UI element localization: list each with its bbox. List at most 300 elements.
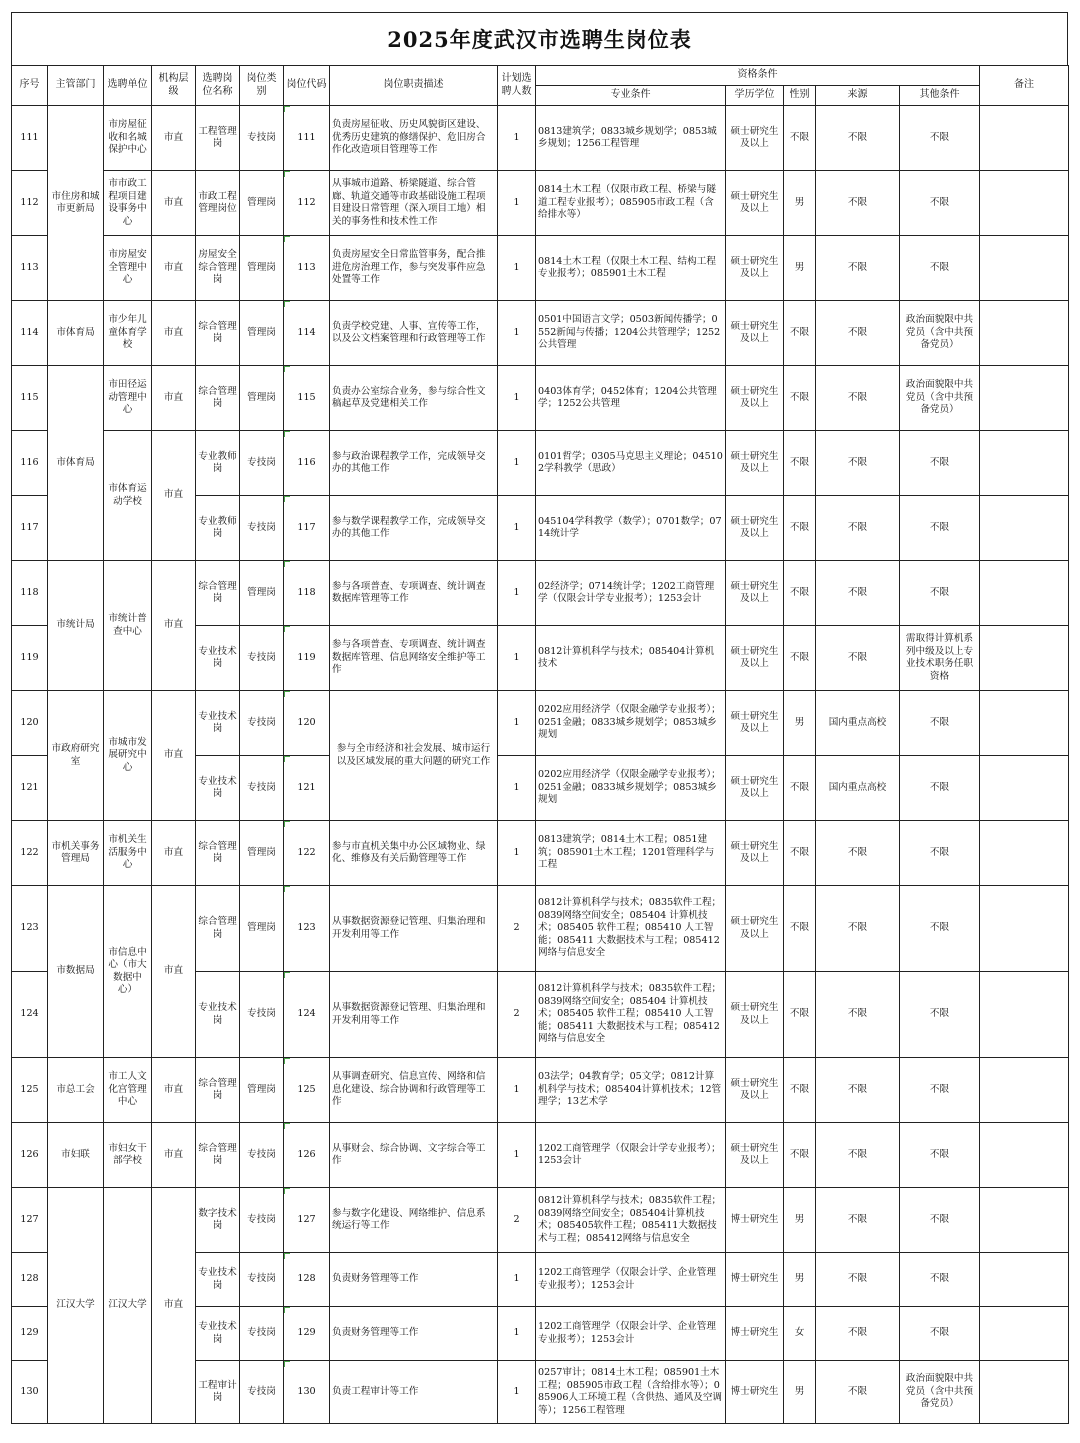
post-type-cell: 专技岗 bbox=[240, 756, 284, 821]
post-code-text: 123 bbox=[297, 922, 316, 934]
desc-cell: 从事城市道路、桥梁隧道、综合管廊、轨道交通等市政基础设施工程项目建设日常管理（深入项目工地）相关的事务性和技术性工作 bbox=[330, 171, 498, 236]
degree-cell: 硕士研究生及以上 bbox=[726, 756, 784, 821]
cell-marker bbox=[284, 106, 290, 112]
table-body bbox=[12, 106, 1069, 1424]
post-code-cell bbox=[284, 886, 330, 972]
seq-cell: 118 bbox=[12, 561, 48, 626]
level-cell: 市直 bbox=[152, 691, 196, 821]
count-cell: 2 bbox=[498, 1188, 536, 1253]
header-post-type: 岗位类别 bbox=[240, 66, 284, 106]
header-remark: 备注 bbox=[980, 66, 1069, 106]
count-cell: 1 bbox=[498, 1361, 536, 1424]
post-type-cell: 管理岗 bbox=[240, 236, 284, 301]
post-name-cell: 工程审计岗 bbox=[196, 1361, 240, 1424]
post-name-cell: 综合管理岗 bbox=[196, 886, 240, 972]
other-cell: 不限 bbox=[900, 1058, 980, 1123]
unit-cell: 市统计普查中心 bbox=[104, 561, 152, 691]
post-code-cell bbox=[284, 1058, 330, 1123]
post-type-cell: 管理岗 bbox=[240, 886, 284, 972]
major-cell: 0814土木工程（仅限市政工程、桥梁与隧道工程专业报考）；085905市政工程（含给排水等） bbox=[536, 171, 726, 236]
post-name-cell: 专业教师岗 bbox=[196, 431, 240, 496]
cell-marker bbox=[284, 886, 290, 892]
header-other: 其他条件 bbox=[900, 86, 980, 106]
cell-marker bbox=[284, 171, 290, 177]
other-cell: 不限 bbox=[900, 1123, 980, 1188]
major-cell: 0812计算机科学与技术；0835软件工程；0839网络空间安全；085404 计算机技术；085405 软件工程；085410 人工智能；085411 大数据技术与工程；085412 网络与信息安全 bbox=[536, 886, 726, 972]
post-code-cell bbox=[284, 1361, 330, 1424]
seq-cell: 126 bbox=[12, 1123, 48, 1188]
post-name-cell: 综合管理岗 bbox=[196, 821, 240, 886]
unit-cell: 市城市发展研究中心 bbox=[104, 691, 152, 821]
remark-cell bbox=[980, 561, 1069, 626]
post-code-cell bbox=[284, 171, 330, 236]
cell-marker bbox=[284, 756, 290, 762]
other-cell: 不限 bbox=[900, 431, 980, 496]
level-cell: 市直 bbox=[152, 301, 196, 366]
unit-cell: 市工人文化宫管理中心 bbox=[104, 1058, 152, 1123]
count-cell: 2 bbox=[498, 972, 536, 1058]
post-name-cell: 专业技术岗 bbox=[196, 626, 240, 691]
other-cell: 政治面貌限中共党员（含中共预备党员） bbox=[900, 301, 980, 366]
remark-cell bbox=[980, 821, 1069, 886]
table-row bbox=[12, 561, 1069, 626]
page-title: 2025年度武汉市选聘生岗位表 bbox=[11, 12, 1068, 65]
unit-cell: 市市政工程项目建设事务中心 bbox=[104, 171, 152, 236]
source-cell: 不限 bbox=[816, 1188, 900, 1253]
post-code-cell bbox=[284, 821, 330, 886]
unit-cell: 市房屋征收和名城保护中心 bbox=[104, 106, 152, 171]
desc-cell: 参与全市经济和社会发展、城市运行以及区域发展的重大问题的研究工作 bbox=[330, 691, 498, 821]
remark-cell bbox=[980, 236, 1069, 301]
other-cell: 不限 bbox=[900, 972, 980, 1058]
cell-marker bbox=[284, 496, 290, 502]
desc-cell: 负责财务管理等工作 bbox=[330, 1307, 498, 1361]
dept-cell: 市政府研究室 bbox=[48, 691, 104, 821]
degree-cell: 硕士研究生及以上 bbox=[726, 821, 784, 886]
post-name-cell: 工程管理岗 bbox=[196, 106, 240, 171]
remark-cell bbox=[980, 1361, 1069, 1424]
source-cell: 不限 bbox=[816, 821, 900, 886]
gender-cell: 男 bbox=[784, 1361, 816, 1424]
gender-cell: 男 bbox=[784, 1188, 816, 1253]
post-code-text: 115 bbox=[297, 391, 316, 403]
major-cell: 1202工商管理学（仅限会计学、企业管理专业报考）；1253会计 bbox=[536, 1307, 726, 1361]
header-seq: 序号 bbox=[12, 66, 48, 106]
gender-cell: 男 bbox=[784, 1253, 816, 1307]
header-unit: 选聘单位 bbox=[104, 66, 152, 106]
seq-cell: 115 bbox=[12, 366, 48, 431]
major-cell: 1202工商管理学（仅限会计学、企业管理专业报考）；1253会计 bbox=[536, 1253, 726, 1307]
post-code-text: 118 bbox=[297, 586, 316, 598]
degree-cell: 硕士研究生及以上 bbox=[726, 626, 784, 691]
post-code-text: 121 bbox=[297, 781, 316, 793]
post-type-cell: 专技岗 bbox=[240, 1188, 284, 1253]
post-name-cell: 专业技术岗 bbox=[196, 1307, 240, 1361]
seq-cell: 127 bbox=[12, 1188, 48, 1253]
level-cell: 市直 bbox=[152, 236, 196, 301]
post-code-cell bbox=[284, 1307, 330, 1361]
source-cell: 不限 bbox=[816, 496, 900, 561]
source-cell: 不限 bbox=[816, 972, 900, 1058]
other-cell: 不限 bbox=[900, 496, 980, 561]
major-cell: 02经济学；0714统计学；1202工商管理学（仅限会计学专业报考）；1253会计 bbox=[536, 561, 726, 626]
count-cell: 1 bbox=[498, 106, 536, 171]
major-cell: 0501中国语言文学；0503新闻传播学；0552新闻与传播；1204公共管理学；1252公共管理 bbox=[536, 301, 726, 366]
source-cell: 国内重点高校 bbox=[816, 691, 900, 756]
desc-cell: 负责房屋征收、历史风貌街区建设、优秀历史建筑的修缮保护、危旧房合作化改造项目管理等工作 bbox=[330, 106, 498, 171]
table-row bbox=[12, 171, 1069, 236]
post-code-text: 111 bbox=[297, 131, 316, 143]
seq-cell: 130 bbox=[12, 1361, 48, 1424]
post-code-cell bbox=[284, 366, 330, 431]
post-code-text: 125 bbox=[297, 1083, 316, 1095]
desc-cell: 从事调查研究、信息宣传、网络和信息化建设、综合协调和行政管理等工作 bbox=[330, 1058, 498, 1123]
degree-cell: 博士研究生 bbox=[726, 1307, 784, 1361]
source-cell: 不限 bbox=[816, 1307, 900, 1361]
cell-marker bbox=[284, 1361, 290, 1367]
count-cell: 1 bbox=[498, 691, 536, 756]
seq-cell: 114 bbox=[12, 301, 48, 366]
post-code-text: 128 bbox=[297, 1273, 316, 1285]
gender-cell: 不限 bbox=[784, 972, 816, 1058]
degree-cell: 硕士研究生及以上 bbox=[726, 106, 784, 171]
desc-cell: 参与市直机关集中办公区域物业、绿化、维修及有关后勤管理等工作 bbox=[330, 821, 498, 886]
desc-cell: 负责房屋安全日常监管事务，配合推进危房治理工作，参与突发事件应急处置等工作 bbox=[330, 236, 498, 301]
remark-cell bbox=[980, 1188, 1069, 1253]
source-cell: 不限 bbox=[816, 431, 900, 496]
degree-cell: 硕士研究生及以上 bbox=[726, 236, 784, 301]
source-cell: 不限 bbox=[816, 171, 900, 236]
degree-cell: 硕士研究生及以上 bbox=[726, 366, 784, 431]
degree-cell: 硕士研究生及以上 bbox=[726, 561, 784, 626]
seq-cell: 117 bbox=[12, 496, 48, 561]
unit-cell: 市少年儿童体育学校 bbox=[104, 301, 152, 366]
source-cell: 不限 bbox=[816, 1123, 900, 1188]
remark-cell bbox=[980, 972, 1069, 1058]
post-name-cell: 综合管理岗 bbox=[196, 366, 240, 431]
count-cell: 1 bbox=[498, 171, 536, 236]
remark-cell bbox=[980, 171, 1069, 236]
post-type-cell: 专技岗 bbox=[240, 972, 284, 1058]
level-cell: 市直 bbox=[152, 171, 196, 236]
level-cell: 市直 bbox=[152, 561, 196, 691]
table-row bbox=[12, 691, 1069, 756]
dept-cell: 市体育局 bbox=[48, 301, 104, 366]
unit-cell: 市体育运动学校 bbox=[104, 431, 152, 561]
source-cell: 不限 bbox=[816, 561, 900, 626]
level-cell: 市直 bbox=[152, 886, 196, 1058]
major-cell: 0814土木工程（仅限土木工程、结构工程专业报考）；085901土木工程 bbox=[536, 236, 726, 301]
dept-cell: 市妇联 bbox=[48, 1123, 104, 1188]
other-cell: 不限 bbox=[900, 561, 980, 626]
major-cell: 0813建筑学；0833城乡规划学；0853城乡规划；1256工程管理 bbox=[536, 106, 726, 171]
post-type-cell: 专技岗 bbox=[240, 1123, 284, 1188]
post-type-cell: 管理岗 bbox=[240, 561, 284, 626]
desc-cell: 参与政治课程教学工作，完成领导交办的其他工作 bbox=[330, 431, 498, 496]
header-major: 专业条件 bbox=[536, 86, 726, 106]
major-cell: 03法学；04教育学；05文学；0812计算机科学与技术；085404计算机技术；12管理学；13艺术学 bbox=[536, 1058, 726, 1123]
post-type-cell: 专技岗 bbox=[240, 1361, 284, 1424]
post-type-cell: 专技岗 bbox=[240, 496, 284, 561]
remark-cell bbox=[980, 756, 1069, 821]
cell-marker bbox=[284, 1188, 290, 1194]
header-dept: 主管部门 bbox=[48, 66, 104, 106]
level-cell: 市直 bbox=[152, 431, 196, 561]
header-level: 机构层级 bbox=[152, 66, 196, 106]
desc-cell: 参与各项普查、专项调查、统计调查数据库管理等工作 bbox=[330, 561, 498, 626]
job-table-sheet bbox=[11, 12, 1068, 1424]
remark-cell bbox=[980, 1123, 1069, 1188]
count-cell: 1 bbox=[498, 301, 536, 366]
dept-cell: 市数据局 bbox=[48, 886, 104, 1058]
unit-cell: 市田径运动管理中心 bbox=[104, 366, 152, 431]
post-name-cell: 专业技术岗 bbox=[196, 972, 240, 1058]
count-cell: 1 bbox=[498, 366, 536, 431]
other-cell: 政治面貌限中共党员（含中共预备党员） bbox=[900, 366, 980, 431]
post-name-cell: 专业技术岗 bbox=[196, 1253, 240, 1307]
header-count: 计划选聘人数 bbox=[498, 66, 536, 106]
post-type-cell: 专技岗 bbox=[240, 691, 284, 756]
gender-cell: 不限 bbox=[784, 756, 816, 821]
cell-marker bbox=[284, 1253, 290, 1259]
post-type-cell: 专技岗 bbox=[240, 1307, 284, 1361]
remark-cell bbox=[980, 366, 1069, 431]
unit-cell: 江汉大学 bbox=[104, 1188, 152, 1424]
remark-cell bbox=[980, 626, 1069, 691]
remark-cell bbox=[980, 496, 1069, 561]
gender-cell: 不限 bbox=[784, 431, 816, 496]
desc-cell: 从事数据资源登记管理、归集治理和开发利用等工作 bbox=[330, 972, 498, 1058]
desc-cell: 负责工程审计等工作 bbox=[330, 1361, 498, 1424]
post-name-cell: 综合管理岗 bbox=[196, 561, 240, 626]
degree-cell: 博士研究生 bbox=[726, 1253, 784, 1307]
gender-cell: 不限 bbox=[784, 106, 816, 171]
post-code-cell bbox=[284, 1253, 330, 1307]
source-cell: 不限 bbox=[816, 886, 900, 972]
cell-marker bbox=[284, 626, 290, 632]
count-cell: 1 bbox=[498, 1058, 536, 1123]
post-code-cell bbox=[284, 972, 330, 1058]
degree-cell: 硕士研究生及以上 bbox=[726, 496, 784, 561]
level-cell: 市直 bbox=[152, 106, 196, 171]
seq-cell: 111 bbox=[12, 106, 48, 171]
cell-marker bbox=[284, 431, 290, 437]
remark-cell bbox=[980, 1307, 1069, 1361]
post-type-cell: 专技岗 bbox=[240, 626, 284, 691]
desc-cell: 从事数据资源登记管理、归集治理和开发利用等工作 bbox=[330, 886, 498, 972]
cell-marker bbox=[284, 366, 290, 372]
source-cell: 不限 bbox=[816, 301, 900, 366]
header-qualifications: 资格条件 bbox=[536, 66, 980, 86]
post-code-text: 119 bbox=[297, 651, 316, 663]
desc-cell: 负责学校党建、人事、宣传等工作，以及公文档案管理和行政管理等工作 bbox=[330, 301, 498, 366]
degree-cell: 硕士研究生及以上 bbox=[726, 691, 784, 756]
count-cell: 1 bbox=[498, 496, 536, 561]
desc-cell: 参与各项普查、专项调查、统计调查数据库管理、信息网络安全维护等工作 bbox=[330, 626, 498, 691]
major-cell: 0202应用经济学（仅限金融学专业报考）；0251金融；0833城乡规划学；0853城乡规划 bbox=[536, 756, 726, 821]
degree-cell: 博士研究生 bbox=[726, 1361, 784, 1424]
count-cell: 1 bbox=[498, 1307, 536, 1361]
gender-cell: 女 bbox=[784, 1307, 816, 1361]
table-row bbox=[12, 886, 1069, 972]
desc-cell: 负责办公室综合业务，参与综合性文稿起草及党建相关工作 bbox=[330, 366, 498, 431]
post-name-cell: 综合管理岗 bbox=[196, 301, 240, 366]
other-cell: 不限 bbox=[900, 1307, 980, 1361]
dept-cell: 市机关事务管理局 bbox=[48, 821, 104, 886]
source-cell: 不限 bbox=[816, 626, 900, 691]
header-source: 来源 bbox=[816, 86, 900, 106]
post-code-cell bbox=[284, 691, 330, 756]
post-code-text: 112 bbox=[297, 196, 316, 208]
gender-cell: 不限 bbox=[784, 496, 816, 561]
unit-cell: 市房屋安全管理中心 bbox=[104, 236, 152, 301]
other-cell: 不限 bbox=[900, 691, 980, 756]
level-cell: 市直 bbox=[152, 1058, 196, 1123]
post-code-cell bbox=[284, 236, 330, 301]
other-cell: 不限 bbox=[900, 236, 980, 301]
cell-marker bbox=[284, 1058, 290, 1064]
remark-cell bbox=[980, 1058, 1069, 1123]
header-gender: 性别 bbox=[784, 86, 816, 106]
count-cell: 1 bbox=[498, 756, 536, 821]
post-code-text: 114 bbox=[297, 326, 316, 338]
gender-cell: 不限 bbox=[784, 561, 816, 626]
header-post-name: 选聘岗位名称 bbox=[196, 66, 240, 106]
cell-marker bbox=[284, 1307, 290, 1313]
post-code-cell bbox=[284, 431, 330, 496]
unit-cell: 市机关生活服务中心 bbox=[104, 821, 152, 886]
cell-marker bbox=[284, 236, 290, 242]
post-type-cell: 管理岗 bbox=[240, 301, 284, 366]
gender-cell: 男 bbox=[784, 171, 816, 236]
remark-cell bbox=[980, 691, 1069, 756]
desc-cell: 负责财务管理等工作 bbox=[330, 1253, 498, 1307]
post-code-text: 120 bbox=[297, 716, 316, 728]
post-type-cell: 管理岗 bbox=[240, 821, 284, 886]
post-code-text: 117 bbox=[297, 521, 316, 533]
dept-cell: 江汉大学 bbox=[48, 1188, 104, 1424]
dept-cell: 市住房和城市更新局 bbox=[48, 106, 104, 301]
gender-cell: 不限 bbox=[784, 1058, 816, 1123]
level-cell: 市直 bbox=[152, 366, 196, 431]
post-code-text: 129 bbox=[297, 1327, 316, 1339]
post-code-text: 122 bbox=[297, 846, 316, 858]
major-cell: 0812计算机科学与技术；085404计算机技术 bbox=[536, 626, 726, 691]
count-cell: 1 bbox=[498, 431, 536, 496]
table-row bbox=[12, 236, 1069, 301]
post-code-text: 127 bbox=[297, 1213, 316, 1225]
gender-cell: 不限 bbox=[784, 1123, 816, 1188]
post-code-cell bbox=[284, 1188, 330, 1253]
post-name-cell: 市政工程管理岗位 bbox=[196, 171, 240, 236]
level-cell: 市直 bbox=[152, 821, 196, 886]
degree-cell: 硕士研究生及以上 bbox=[726, 972, 784, 1058]
major-cell: 0812计算机科学与技术；0835软件工程；0839网络空间安全；085404 计算机技术；085405 软件工程；085410 人工智能；085411 大数据技术与工程；085412 网络与信息安全 bbox=[536, 972, 726, 1058]
count-cell: 1 bbox=[498, 626, 536, 691]
degree-cell: 硕士研究生及以上 bbox=[726, 171, 784, 236]
cell-marker bbox=[284, 821, 290, 827]
gender-cell: 不限 bbox=[784, 366, 816, 431]
cell-marker bbox=[284, 301, 290, 307]
other-cell: 不限 bbox=[900, 756, 980, 821]
remark-cell bbox=[980, 301, 1069, 366]
seq-cell: 116 bbox=[12, 431, 48, 496]
post-type-cell: 管理岗 bbox=[240, 1058, 284, 1123]
gender-cell: 不限 bbox=[784, 301, 816, 366]
seq-cell: 120 bbox=[12, 691, 48, 756]
post-type-cell: 专技岗 bbox=[240, 106, 284, 171]
major-cell: 0257审计；0814土木工程；085901土木工程；085905市政工程（含给排水等）；085906人工环境工程（含供热、通风及空调等）；1256工程管理 bbox=[536, 1361, 726, 1424]
job-table bbox=[11, 65, 1069, 1424]
other-cell: 不限 bbox=[900, 886, 980, 972]
source-cell: 国内重点高校 bbox=[816, 756, 900, 821]
unit-cell: 市妇女干部学校 bbox=[104, 1123, 152, 1188]
seq-cell: 113 bbox=[12, 236, 48, 301]
seq-cell: 125 bbox=[12, 1058, 48, 1123]
cell-marker bbox=[284, 972, 290, 978]
other-cell: 不限 bbox=[900, 1188, 980, 1253]
count-cell: 1 bbox=[498, 1253, 536, 1307]
seq-cell: 112 bbox=[12, 171, 48, 236]
remark-cell bbox=[980, 1253, 1069, 1307]
degree-cell: 硕士研究生及以上 bbox=[726, 1058, 784, 1123]
seq-cell: 121 bbox=[12, 756, 48, 821]
major-cell: 0813建筑学；0814土木工程；0851建筑；085901土木工程；1201管理科学与工程 bbox=[536, 821, 726, 886]
other-cell: 需取得计算机系列中级及以上专业技术职务任职资格 bbox=[900, 626, 980, 691]
remark-cell bbox=[980, 106, 1069, 171]
dept-cell: 市体育局 bbox=[48, 366, 104, 561]
degree-cell: 博士研究生 bbox=[726, 1188, 784, 1253]
gender-cell: 不限 bbox=[784, 886, 816, 972]
major-cell: 045104学科教学（数学）；0701数学；0714统计学 bbox=[536, 496, 726, 561]
header-post-code: 岗位代码 bbox=[284, 66, 330, 106]
other-cell: 不限 bbox=[900, 171, 980, 236]
gender-cell: 不限 bbox=[784, 821, 816, 886]
major-cell: 0202应用经济学（仅限金融学专业报考）；0251金融；0833城乡规划学；0853城乡规划 bbox=[536, 691, 726, 756]
major-cell: 0812计算机科学与技术；0835软件工程；0839网络空间安全；085404计算机技术；085405软件工程；085411大数据技术与工程；085412网络与信息安全 bbox=[536, 1188, 726, 1253]
post-code-cell bbox=[284, 1123, 330, 1188]
count-cell: 1 bbox=[498, 236, 536, 301]
source-cell: 不限 bbox=[816, 366, 900, 431]
post-code-cell bbox=[284, 106, 330, 171]
degree-cell: 硕士研究生及以上 bbox=[726, 431, 784, 496]
post-type-cell: 管理岗 bbox=[240, 171, 284, 236]
seq-cell: 124 bbox=[12, 972, 48, 1058]
count-cell: 1 bbox=[498, 1123, 536, 1188]
table-row bbox=[12, 431, 1069, 496]
post-name-cell: 专业技术岗 bbox=[196, 691, 240, 756]
table-row bbox=[12, 1058, 1069, 1123]
post-code-cell bbox=[284, 626, 330, 691]
dept-cell: 市总工会 bbox=[48, 1058, 104, 1123]
gender-cell: 不限 bbox=[784, 626, 816, 691]
post-name-cell: 数字技术岗 bbox=[196, 1188, 240, 1253]
remark-cell bbox=[980, 431, 1069, 496]
dept-cell: 市统计局 bbox=[48, 561, 104, 691]
seq-cell: 122 bbox=[12, 821, 48, 886]
degree-cell: 硕士研究生及以上 bbox=[726, 1123, 784, 1188]
gender-cell: 男 bbox=[784, 236, 816, 301]
count-cell: 1 bbox=[498, 561, 536, 626]
table-row bbox=[12, 821, 1069, 886]
header-degree: 学历学位 bbox=[726, 86, 784, 106]
table-row bbox=[12, 301, 1069, 366]
source-cell: 不限 bbox=[816, 106, 900, 171]
unit-cell: 市信息中心（市大数据中心） bbox=[104, 886, 152, 1058]
degree-cell: 硕士研究生及以上 bbox=[726, 886, 784, 972]
post-name-cell: 房屋安全综合管理岗 bbox=[196, 236, 240, 301]
seq-cell: 123 bbox=[12, 886, 48, 972]
